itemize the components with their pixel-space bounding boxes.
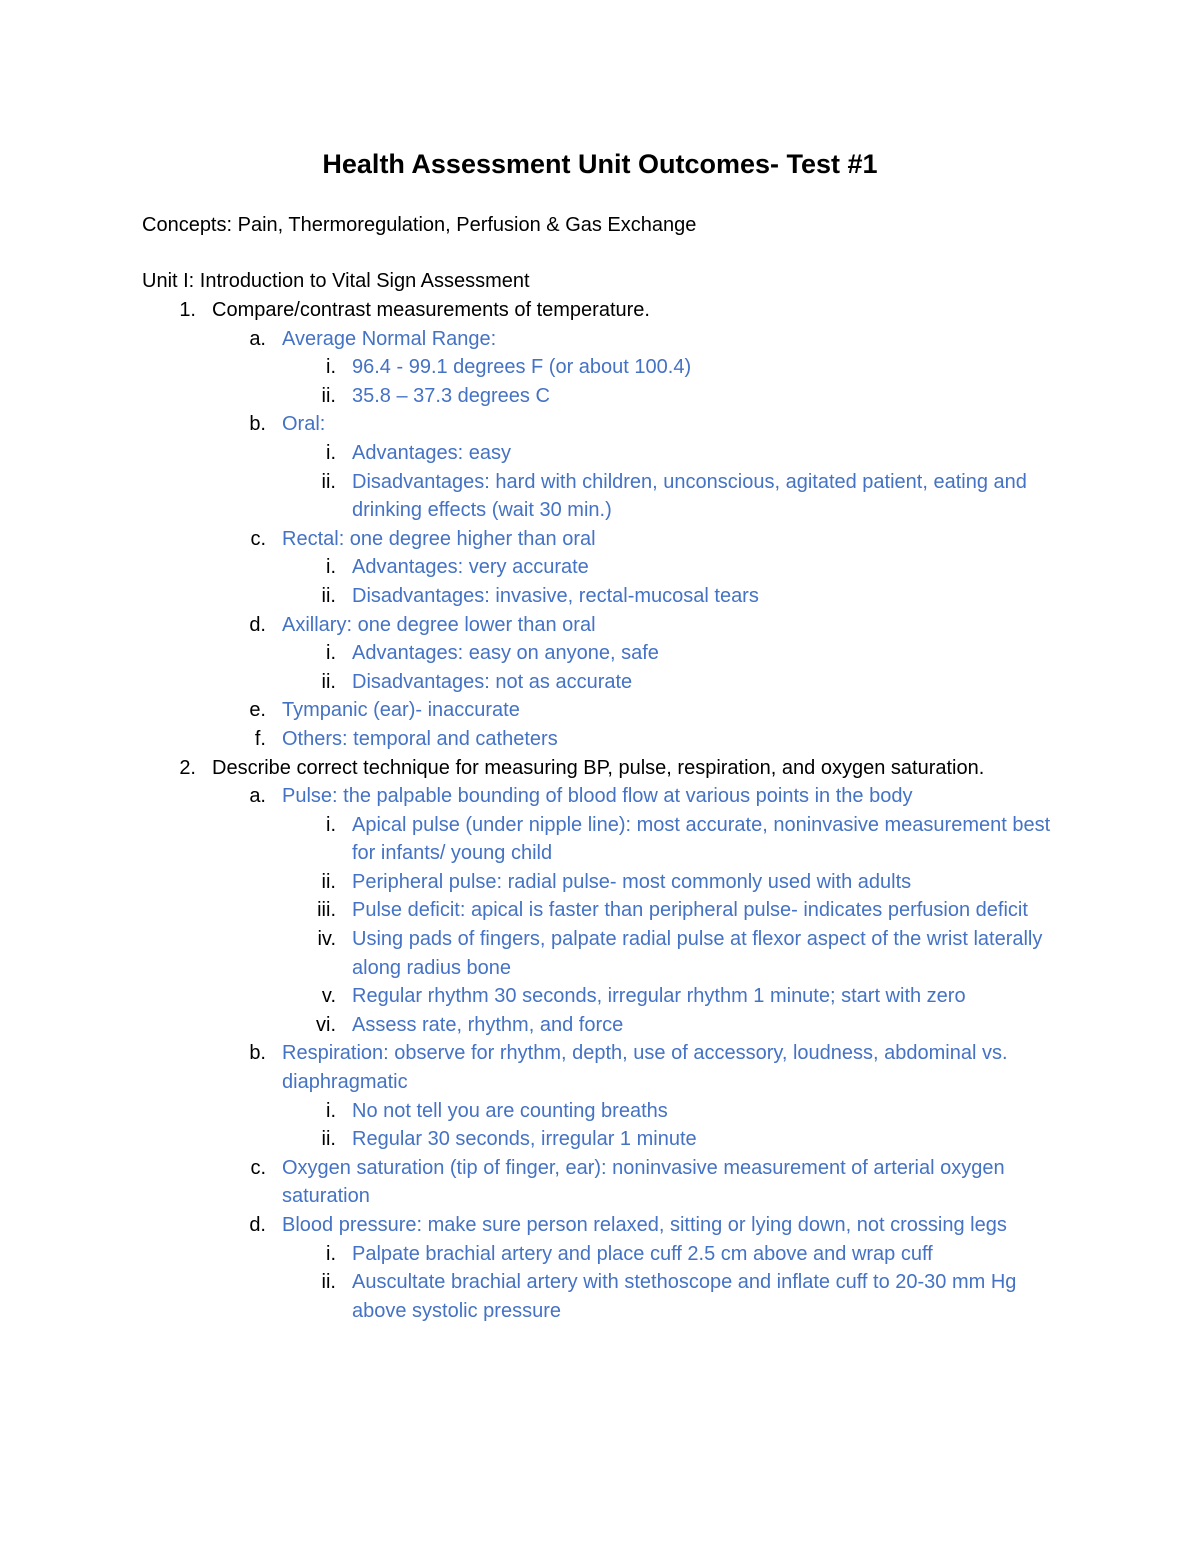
detail-item-text: Assess rate, rhythm, and force — [352, 1013, 624, 1036]
outcome-text: Describe correct technique for measuring BP, pulse, respiration, and oxygen saturation. — [212, 756, 985, 779]
detail-item-list — [0, 439, 1200, 525]
detail-item-text: Regular 30 seconds, irregular 1 minute — [352, 1128, 697, 1151]
detail-item-marker: i. — [326, 813, 336, 836]
detail-item — [0, 468, 1200, 525]
detail-item-text: Disadvantages: invasive, rectal-mucosal tears — [352, 584, 759, 607]
sub-item-marker: c. — [250, 1156, 266, 1179]
sub-item-text: Respiration: observe for rhythm, depth, use of accessory, loudness, abdominal vs. diaphragmatic — [282, 1042, 1008, 1094]
detail-item-marker: vi. — [316, 1013, 336, 1036]
detail-item — [0, 1097, 1200, 1126]
outcomes-list — [0, 296, 1200, 1325]
sub-item-text: Average Normal Range: — [282, 327, 497, 350]
detail-item-list — [0, 553, 1200, 610]
page-title: Health Assessment Unit Outcomes- Test #1 — [322, 149, 878, 179]
detail-item-marker: i. — [326, 1242, 336, 1265]
sub-item-list — [0, 325, 1200, 754]
detail-item-marker: i. — [326, 556, 336, 579]
detail-item-text: 96.4 - 99.1 degrees F (or about 100.4) — [352, 356, 692, 379]
sub-item-text: Axillary: one degree lower than oral — [282, 613, 596, 636]
detail-item-marker: ii. — [321, 470, 336, 493]
detail-item-list — [0, 1097, 1200, 1154]
detail-item — [0, 925, 1200, 982]
detail-item-list — [0, 353, 1200, 410]
detail-item — [0, 353, 1200, 382]
sub-item — [0, 1154, 1200, 1211]
sub-item — [0, 410, 1200, 439]
detail-item-marker: iv. — [317, 928, 336, 951]
sub-item-text: Tympanic (ear)- inaccurate — [282, 699, 520, 722]
detail-item — [0, 1125, 1200, 1154]
detail-item — [0, 811, 1200, 868]
detail-item — [0, 639, 1200, 668]
sub-item-marker: e. — [249, 699, 266, 722]
sub-item-marker: a. — [249, 327, 266, 350]
sub-item — [0, 1039, 1200, 1096]
detail-item-list — [0, 639, 1200, 696]
sub-item-marker: b. — [249, 1042, 266, 1065]
outcome — [0, 296, 1200, 325]
sub-item-text: Blood pressure: make sure person relaxed, sitting or lying down, not crossing legs — [282, 1214, 1007, 1236]
sub-item-text: Pulse: the palpable bounding of blood flow at various points in the body — [282, 785, 913, 808]
detail-item-list — [0, 811, 1200, 1040]
detail-item-text: Disadvantages: hard with children, unconscious, agitated patient, eating and drinking effects (wait 30 min.) — [352, 470, 1027, 522]
sub-item-marker: d. — [249, 613, 266, 636]
detail-item-text: No not tell you are counting breaths — [352, 1099, 668, 1122]
sub-item-text: Others: temporal and catheters — [282, 727, 558, 750]
detail-item-text: Auscultate brachial artery with stethoscope and inflate cuff to 20-30 mm Hg above systolic pressure — [352, 1271, 1017, 1322]
detail-item-marker: ii. — [321, 870, 336, 893]
sub-item — [0, 325, 1200, 354]
detail-item-text: Advantages: easy — [352, 441, 511, 464]
detail-item-marker: i. — [326, 1099, 336, 1122]
outcome-text: Compare/contrast measurements of temperature. — [212, 299, 650, 321]
detail-item — [0, 868, 1200, 897]
outcome-marker: 1. — [179, 299, 196, 321]
sub-item-marker: d. — [249, 1214, 266, 1236]
detail-item — [0, 982, 1200, 1011]
detail-item-marker: ii. — [321, 384, 336, 407]
sub-item-marker: b. — [249, 413, 266, 436]
sub-item-marker: f. — [254, 727, 266, 750]
sub-item-list — [0, 782, 1200, 1325]
sub-item — [0, 1211, 1200, 1240]
detail-item — [0, 668, 1200, 697]
concepts-line: Concepts: Pain, Thermoregulation, Perfusion & Gas Exchange — [142, 214, 697, 236]
detail-item-text: Regular rhythm 30 seconds, irregular rhythm 1 minute; start with zero — [352, 985, 966, 1008]
sub-item — [0, 696, 1200, 725]
sub-item — [0, 782, 1200, 811]
detail-item — [0, 1268, 1200, 1325]
detail-item — [0, 1011, 1200, 1040]
sub-item-marker: a. — [249, 785, 266, 808]
sub-item-marker: c. — [250, 527, 266, 550]
detail-item — [0, 439, 1200, 468]
detail-item-text: Peripheral pulse: radial pulse- most commonly used with adults — [352, 870, 912, 893]
detail-item-text: Pulse deficit: apical is faster than peripheral pulse- indicates perfusion deficit — [352, 899, 1028, 922]
detail-item-text: Advantages: very accurate — [352, 556, 589, 579]
detail-item — [0, 896, 1200, 925]
detail-item — [0, 1240, 1200, 1269]
detail-item-marker: i. — [326, 441, 336, 464]
detail-item — [0, 382, 1200, 411]
sub-item — [0, 525, 1200, 554]
sub-item-text: Oral: — [282, 413, 326, 436]
outcome — [0, 754, 1200, 783]
detail-item-marker: ii. — [321, 670, 336, 693]
detail-item-list — [0, 1240, 1200, 1326]
sub-item-text: Rectal: one degree higher than oral — [282, 527, 596, 550]
unit-heading: Unit I: Introduction to Vital Sign Assessment — [142, 270, 530, 292]
detail-item — [0, 582, 1200, 611]
detail-item-marker: ii. — [321, 584, 336, 607]
sub-item-text: Oxygen saturation (tip of finger, ear): noninvasive measurement of arterial oxygen saturation — [282, 1156, 1005, 1208]
detail-item-marker: ii. — [321, 1128, 336, 1151]
outcome-marker: 2. — [179, 756, 196, 779]
detail-item-text: Advantages: easy on anyone, safe — [352, 642, 659, 665]
detail-item-text: 35.8 – 37.3 degrees C — [352, 384, 550, 407]
detail-item — [0, 553, 1200, 582]
detail-item-text: Disadvantages: not as accurate — [352, 670, 633, 693]
detail-item-marker: ii. — [321, 1271, 336, 1294]
detail-item-text: Using pads of fingers, palpate radial pulse at flexor aspect of the wrist laterally along radius bone — [352, 928, 1043, 979]
detail-item-marker: i. — [326, 356, 336, 379]
detail-item-text: Palpate brachial artery and place cuff 2.5 cm above and wrap cuff — [352, 1242, 933, 1265]
sub-item — [0, 611, 1200, 640]
sub-item — [0, 725, 1200, 754]
detail-item-marker: v. — [321, 985, 336, 1008]
detail-item-marker: iii. — [317, 899, 336, 922]
detail-item-text: Apical pulse (under nipple line): most accurate, noninvasive measurement best for infants/ young child — [352, 813, 1051, 865]
detail-item-marker: i. — [326, 642, 336, 665]
